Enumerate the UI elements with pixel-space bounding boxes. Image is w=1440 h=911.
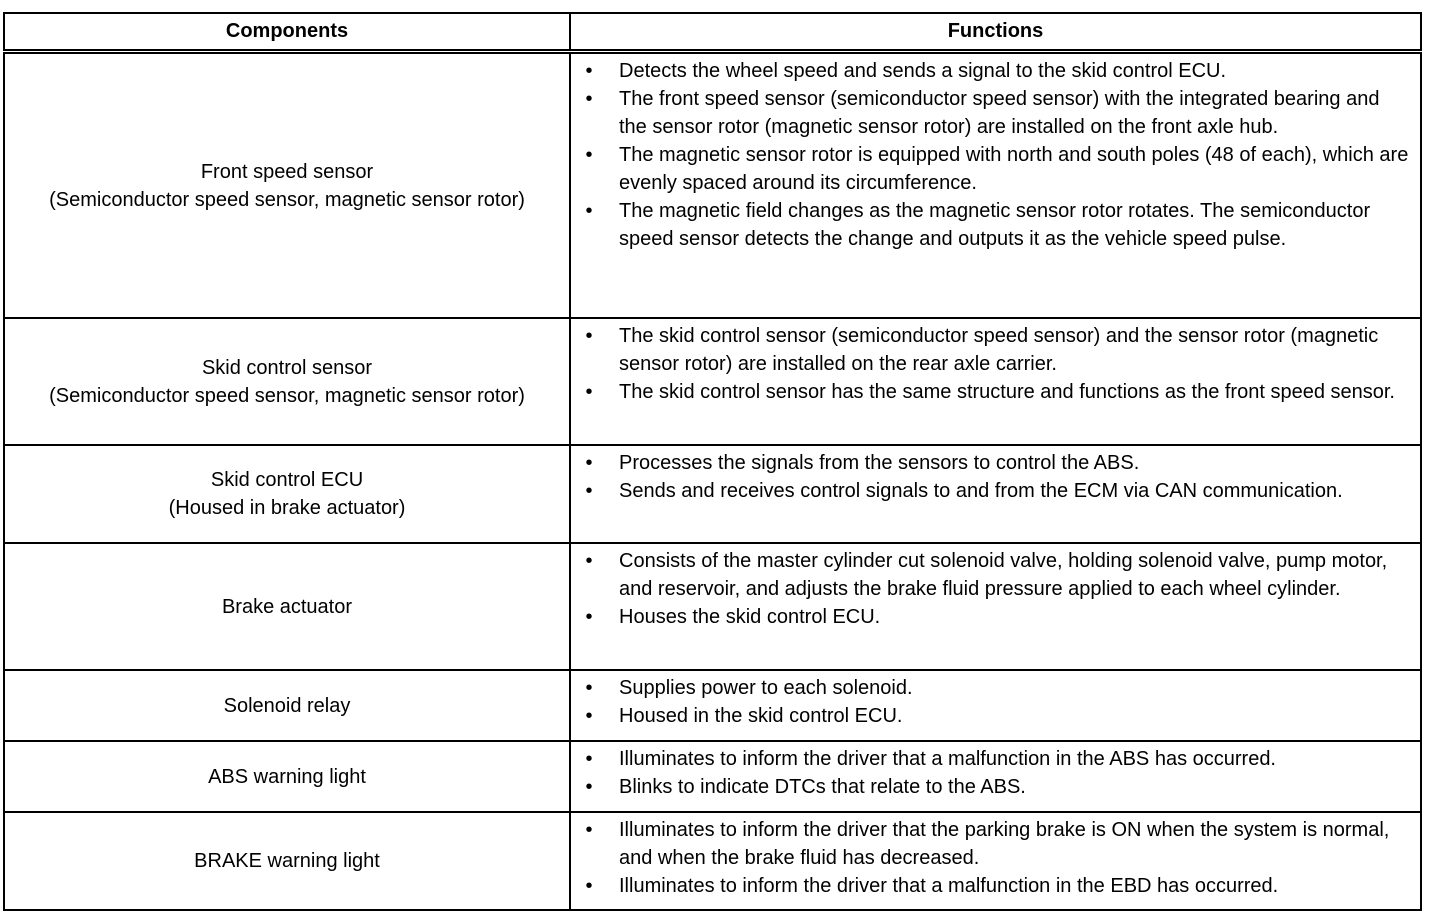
bullet-icon: • — [585, 480, 593, 502]
functions-cell — [570, 543, 1421, 670]
functions-cell — [570, 52, 1421, 319]
function-item — [571, 816, 1410, 872]
function-list — [571, 674, 1410, 730]
components-functions-table-wrapper — [3, 12, 1420, 911]
function-text: Supplies power to each solenoid. — [619, 677, 913, 699]
bullet-icon: • — [585, 381, 593, 403]
function-text: Sends and receives control signals to and from the ECM via CAN communication. — [619, 480, 1343, 502]
table-row-brake-actuator — [4, 543, 1421, 670]
bullet-icon: • — [585, 677, 593, 699]
function-item — [571, 378, 1410, 406]
table-row-skid-control-sensor — [4, 318, 1421, 445]
function-item — [571, 702, 1410, 730]
function-text: Housed in the skid control ECU. — [619, 705, 903, 727]
function-text: Illuminates to inform the driver that the parking brake is ON when the system is normal, and when the brake fluid has decreased. — [619, 819, 1390, 869]
table-row-brake-warning-light — [4, 812, 1421, 910]
component-name: Front speed sensor — [200, 160, 374, 183]
function-text: Illuminates to inform the driver that a malfunction in the EBD has occurred. — [619, 875, 1279, 897]
function-item — [571, 674, 1410, 702]
function-item — [571, 547, 1410, 603]
bullet-icon: • — [585, 88, 593, 110]
component-name: Brake actuator — [221, 595, 353, 618]
component-cell — [4, 52, 570, 319]
function-item — [571, 322, 1410, 378]
function-text: The magnetic field changes as the magnetic sensor rotor rotates. The semiconductor speed sensor detects the change and outputs it as the vehicle speed pulse. — [619, 200, 1371, 250]
bullet-icon: • — [585, 550, 593, 572]
bullet-icon: • — [585, 819, 593, 841]
table-row-abs-warning-light — [4, 741, 1421, 812]
function-item — [571, 197, 1410, 253]
bullet-icon: • — [585, 748, 593, 770]
function-list — [571, 57, 1410, 253]
component-name: Skid control ECU — [210, 469, 364, 491]
function-item — [571, 85, 1410, 141]
bullet-icon: • — [585, 452, 593, 474]
function-text: Houses the skid control ECU. — [619, 606, 881, 628]
function-item — [571, 57, 1410, 85]
function-item — [571, 603, 1410, 631]
bullet-icon: • — [585, 60, 593, 82]
function-item — [571, 141, 1410, 197]
bullet-icon: • — [585, 325, 593, 347]
bullet-icon: • — [585, 776, 593, 798]
function-list — [571, 745, 1410, 801]
functions-cell — [570, 812, 1421, 910]
function-text: Illuminates to inform the driver that a malfunction in the ABS has occurred. — [619, 748, 1276, 770]
component-name: Solenoid relay — [223, 694, 351, 717]
component-cell — [4, 812, 570, 910]
function-item — [571, 745, 1410, 773]
component-detail: (Housed in brake actuator) — [168, 497, 406, 519]
component-detail: (Semiconductor speed sensor, magnetic sensor rotor) — [49, 384, 525, 407]
function-item — [571, 872, 1410, 900]
function-item — [571, 449, 1410, 477]
functions-cell — [570, 445, 1421, 543]
functions-cell — [570, 741, 1421, 812]
function-item — [571, 477, 1410, 505]
function-list — [571, 322, 1410, 406]
function-text: The skid control sensor (semiconductor speed sensor) and the sensor rotor (magnetic sensor rotor) are installed on the rear axle carrier. — [619, 325, 1379, 375]
component-cell — [4, 445, 570, 543]
component-cell — [4, 318, 570, 445]
functions-cell — [570, 670, 1421, 741]
bullet-icon: • — [585, 144, 593, 166]
header-components: Components — [4, 13, 570, 52]
function-text: Processes the signals from the sensors to control the ABS. — [619, 452, 1140, 474]
bullet-icon: • — [585, 606, 593, 628]
component-cell — [4, 543, 570, 670]
function-text: Detects the wheel speed and sends a signal to the skid control ECU. — [619, 60, 1227, 82]
component-name: ABS warning light — [208, 765, 366, 788]
header-functions: Functions — [570, 13, 1421, 52]
function-text: The front speed sensor (semiconductor speed sensor) with the integrated bearing and the sensor rotor (magnetic sensor rotor) are installed on the front axle hub. — [619, 88, 1380, 138]
component-detail: (Semiconductor speed sensor, magnetic sensor rotor) — [49, 188, 525, 211]
component-cell — [4, 741, 570, 812]
component-name: BRAKE warning light — [194, 850, 380, 872]
table-row-front-speed-sensor — [4, 52, 1421, 319]
components-functions-table — [3, 12, 1422, 911]
component-name: Skid control sensor — [201, 356, 373, 379]
function-list — [571, 547, 1410, 631]
component-cell — [4, 670, 570, 741]
bullet-icon: • — [585, 875, 593, 897]
function-text: Blinks to indicate DTCs that relate to the ABS. — [619, 776, 1026, 798]
function-text: The skid control sensor has the same structure and functions as the front speed sensor. — [619, 381, 1395, 403]
function-list — [571, 816, 1410, 900]
function-text: Consists of the master cylinder cut solenoid valve, holding solenoid valve, pump motor, and reservoir, and adjusts the brake fluid pressure applied to each wheel cylinder. — [619, 550, 1388, 600]
function-list — [571, 449, 1410, 505]
table-row-solenoid-relay — [4, 670, 1421, 741]
function-text: The magnetic sensor rotor is equipped with north and south poles (48 of each), which are evenly spaced around its circumference. — [619, 144, 1409, 194]
bullet-icon: • — [585, 705, 593, 727]
table-header-row — [4, 13, 1421, 52]
bullet-icon: • — [585, 200, 593, 222]
table-row-skid-control-ecu — [4, 445, 1421, 543]
function-item — [571, 773, 1410, 801]
functions-cell — [570, 318, 1421, 445]
